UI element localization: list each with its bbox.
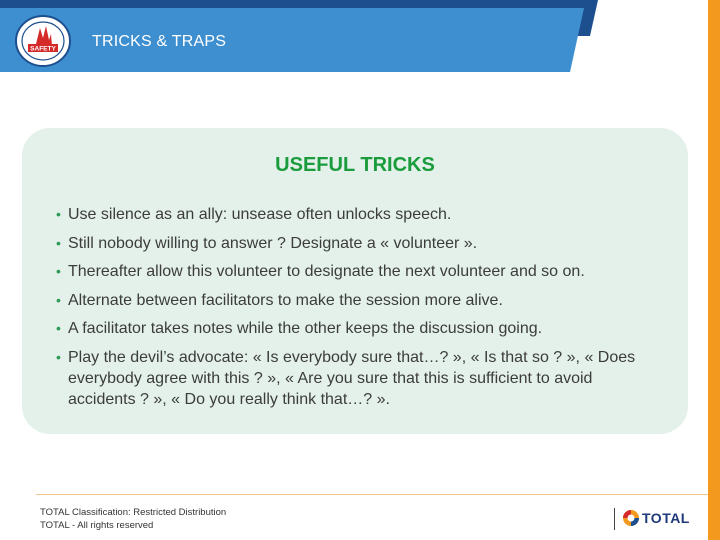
footer-vertical-divider: [614, 508, 615, 530]
list-item-text: Still nobody willing to answer ? Designate a « volunteer ».: [68, 234, 478, 252]
bullet-icon: •: [56, 206, 61, 222]
total-wordmark: TOTAL: [642, 510, 690, 526]
classification-text: TOTAL Classification: Restricted Distribution: [40, 507, 227, 518]
total-brand-logo: [622, 506, 700, 530]
svg-text:SAFETY: SAFETY: [30, 45, 56, 53]
total-logo-icon: [622, 509, 640, 527]
safety-logo: [14, 14, 72, 68]
useful-tricks-panel: [22, 128, 688, 434]
bullet-icon: •: [56, 234, 61, 251]
bullet-icon: •: [56, 348, 61, 365]
list-item-text: Thereafter allow this volunteer to designate the next volunteer and so on.: [68, 263, 585, 280]
panel-title: USEFUL TRICKS: [275, 154, 435, 176]
list-item-text: A facilitator takes notes while the other keeps the discussion going.: [68, 320, 543, 337]
bullet-icon: •: [56, 291, 61, 308]
list-item: [56, 233, 662, 254]
footer-notice: [40, 506, 226, 532]
bullet-icon: •: [56, 263, 61, 279]
list-item: [56, 204, 662, 225]
list-item: [56, 261, 662, 282]
list-item: [56, 290, 662, 311]
bullet-icon: •: [56, 320, 61, 336]
page-title: TRICKS & TRAPS: [92, 33, 227, 50]
list-item: [56, 318, 662, 339]
rights-text: TOTAL - All rights reserved: [40, 520, 154, 531]
right-accent-stripe: [708, 0, 720, 540]
list-item-text: Use silence as an ally: unsease often unlocks speech.: [68, 206, 452, 223]
footer-divider-line: [36, 494, 708, 495]
list-item-text: Play the devil’s advocate: « Is everybody sure that…? », « Is that so ? », « Does everybody agree with this ? », « Are you sure that this is sufficient to avoid accidents ? », « Do you really think that…? ».: [68, 348, 636, 408]
list-item: [56, 347, 662, 410]
tricks-list: [56, 204, 662, 417]
list-item-text: Alternate between facilitators to make the session more alive.: [68, 291, 503, 309]
header-bar: [0, 0, 720, 76]
